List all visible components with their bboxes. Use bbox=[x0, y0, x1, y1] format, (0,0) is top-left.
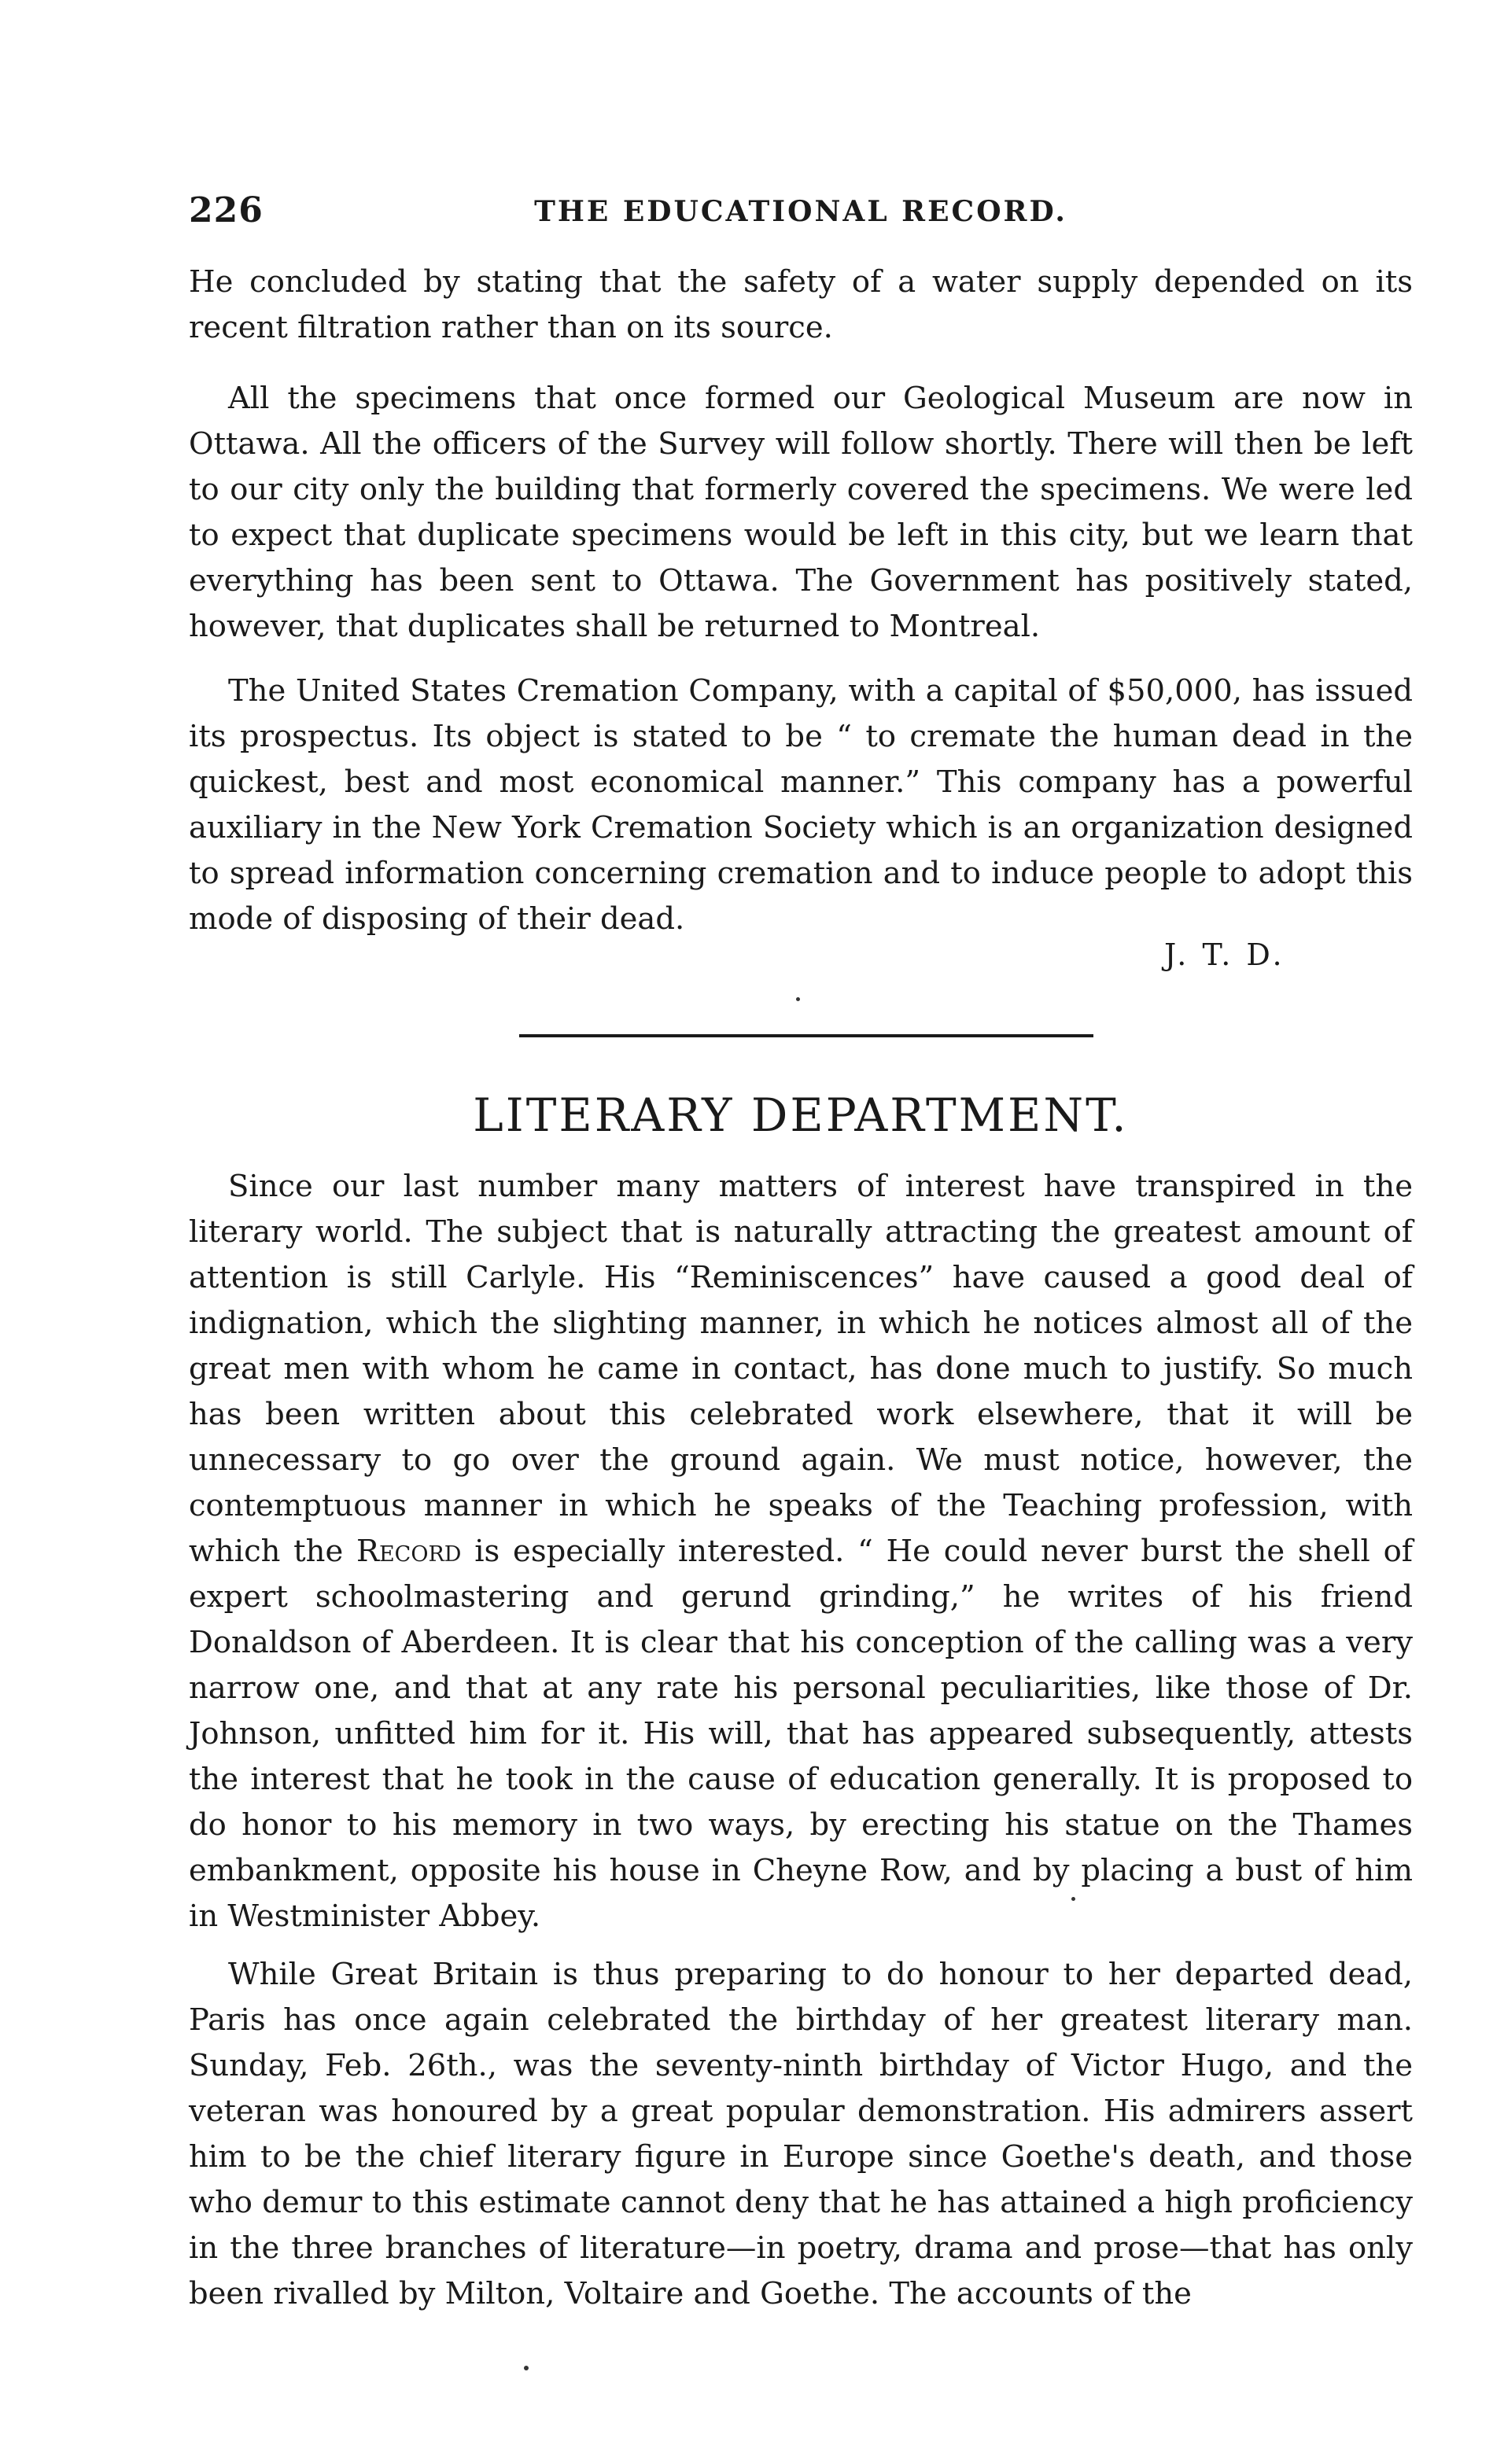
author-signature: J. T. D. bbox=[1164, 937, 1285, 972]
page-number: 226 bbox=[189, 190, 264, 230]
section-title: LITERARY DEPARTMENT. bbox=[473, 1088, 1129, 1142]
print-speck bbox=[524, 2366, 529, 2370]
paragraph-geological-museum: All the specimens that once formed our Geological Museum are now in Ottawa. All the officers of the Survey will follow shortly. There will then be left to our city only the building that formerly covered the specimens. We were led to expect that duplicate specimens would be left in this city, but we learn that everything has been sent to Ottawa. The Government has positively stated, however, that duplicates shall be returned to Montreal. bbox=[189, 381, 1413, 644]
section-divider bbox=[519, 1034, 1093, 1037]
paragraph-carlyle-part-2: is especially interested. “ He could never burst the shell of expert schoolmastering and gerund grinding,” he writes of his friend Donaldson of Aberdeen. It is clear that his conception of the calling was a very narrow one, and that at any rate his personal peculiarities, like those of Dr. Johnson, unfitted him for it. His will, that has appeared subsequently, attests the interest that he took in the cause of education generally. It is proposed to do honor to his memory in two ways, by erecting his statue on the Thames embankment, opposite his house in Cheyne Row, and by placing a bust of him in Westminister Abbey. bbox=[189, 1534, 1413, 1934]
print-speck bbox=[796, 997, 800, 1001]
print-speck bbox=[1071, 1897, 1075, 1901]
page-header bbox=[189, 190, 1413, 238]
paragraph-victor-hugo: While Great Britain is thus preparing to do honour to her departed dead, Paris has once again celebrated the birthday of her greatest literary man. Sunday, Feb. 26th., was the seventy-ninth birthday of Victor Hugo, and the veteran was honoured by a great popular demonstration. His admirers assert him to be the chief literary figure in Europe since Goethe's death, and those who demur to this estimate cannot deny that he has attained a high proficiency in the three branches of literature—in poetry, drama and prose—that has only been rivalled by Milton, Voltaire and Goethe. The accounts of the bbox=[189, 1957, 1413, 2311]
running-title: THE EDUCATIONAL RECORD. bbox=[534, 195, 1067, 228]
paragraph-carlyle-part-1: Since our last number many matters of interest have transpired in the literary world. The subject that is naturally attracting the greatest amount of attention is still Carlyle. His “Reminiscences” have caused a good deal of indignation, which the slighting manner, in which he notices almost all of the great men with whom he came in contact, has done much to justify. So much has been written about this celebrated work elsewhere, that it will be unnecessary to go over the ground again. We must notice, however, the contemptuous manner in which he speaks of the Teaching profession, with which the bbox=[189, 1169, 1413, 1569]
paragraph-cremation-company: The United States Cremation Company, with a capital of $50,000, has issued its prospectus. Its object is stated to be “ to cremate the human dead in the quickest, best and most economical manner.” This company has a powerful auxiliary in the New York Cremation Society which is an organization designed to spread information concerning cremation and to induce people to adopt this mode of disposing of their dead. bbox=[189, 673, 1413, 937]
record-smallcaps: Record bbox=[356, 1534, 462, 1569]
paragraph-carlyle bbox=[189, 1164, 1413, 1939]
paragraph-water-supply: He concluded by stating that the safety of a water supply depended on its recent filtration rather than on its source. bbox=[189, 264, 1413, 345]
